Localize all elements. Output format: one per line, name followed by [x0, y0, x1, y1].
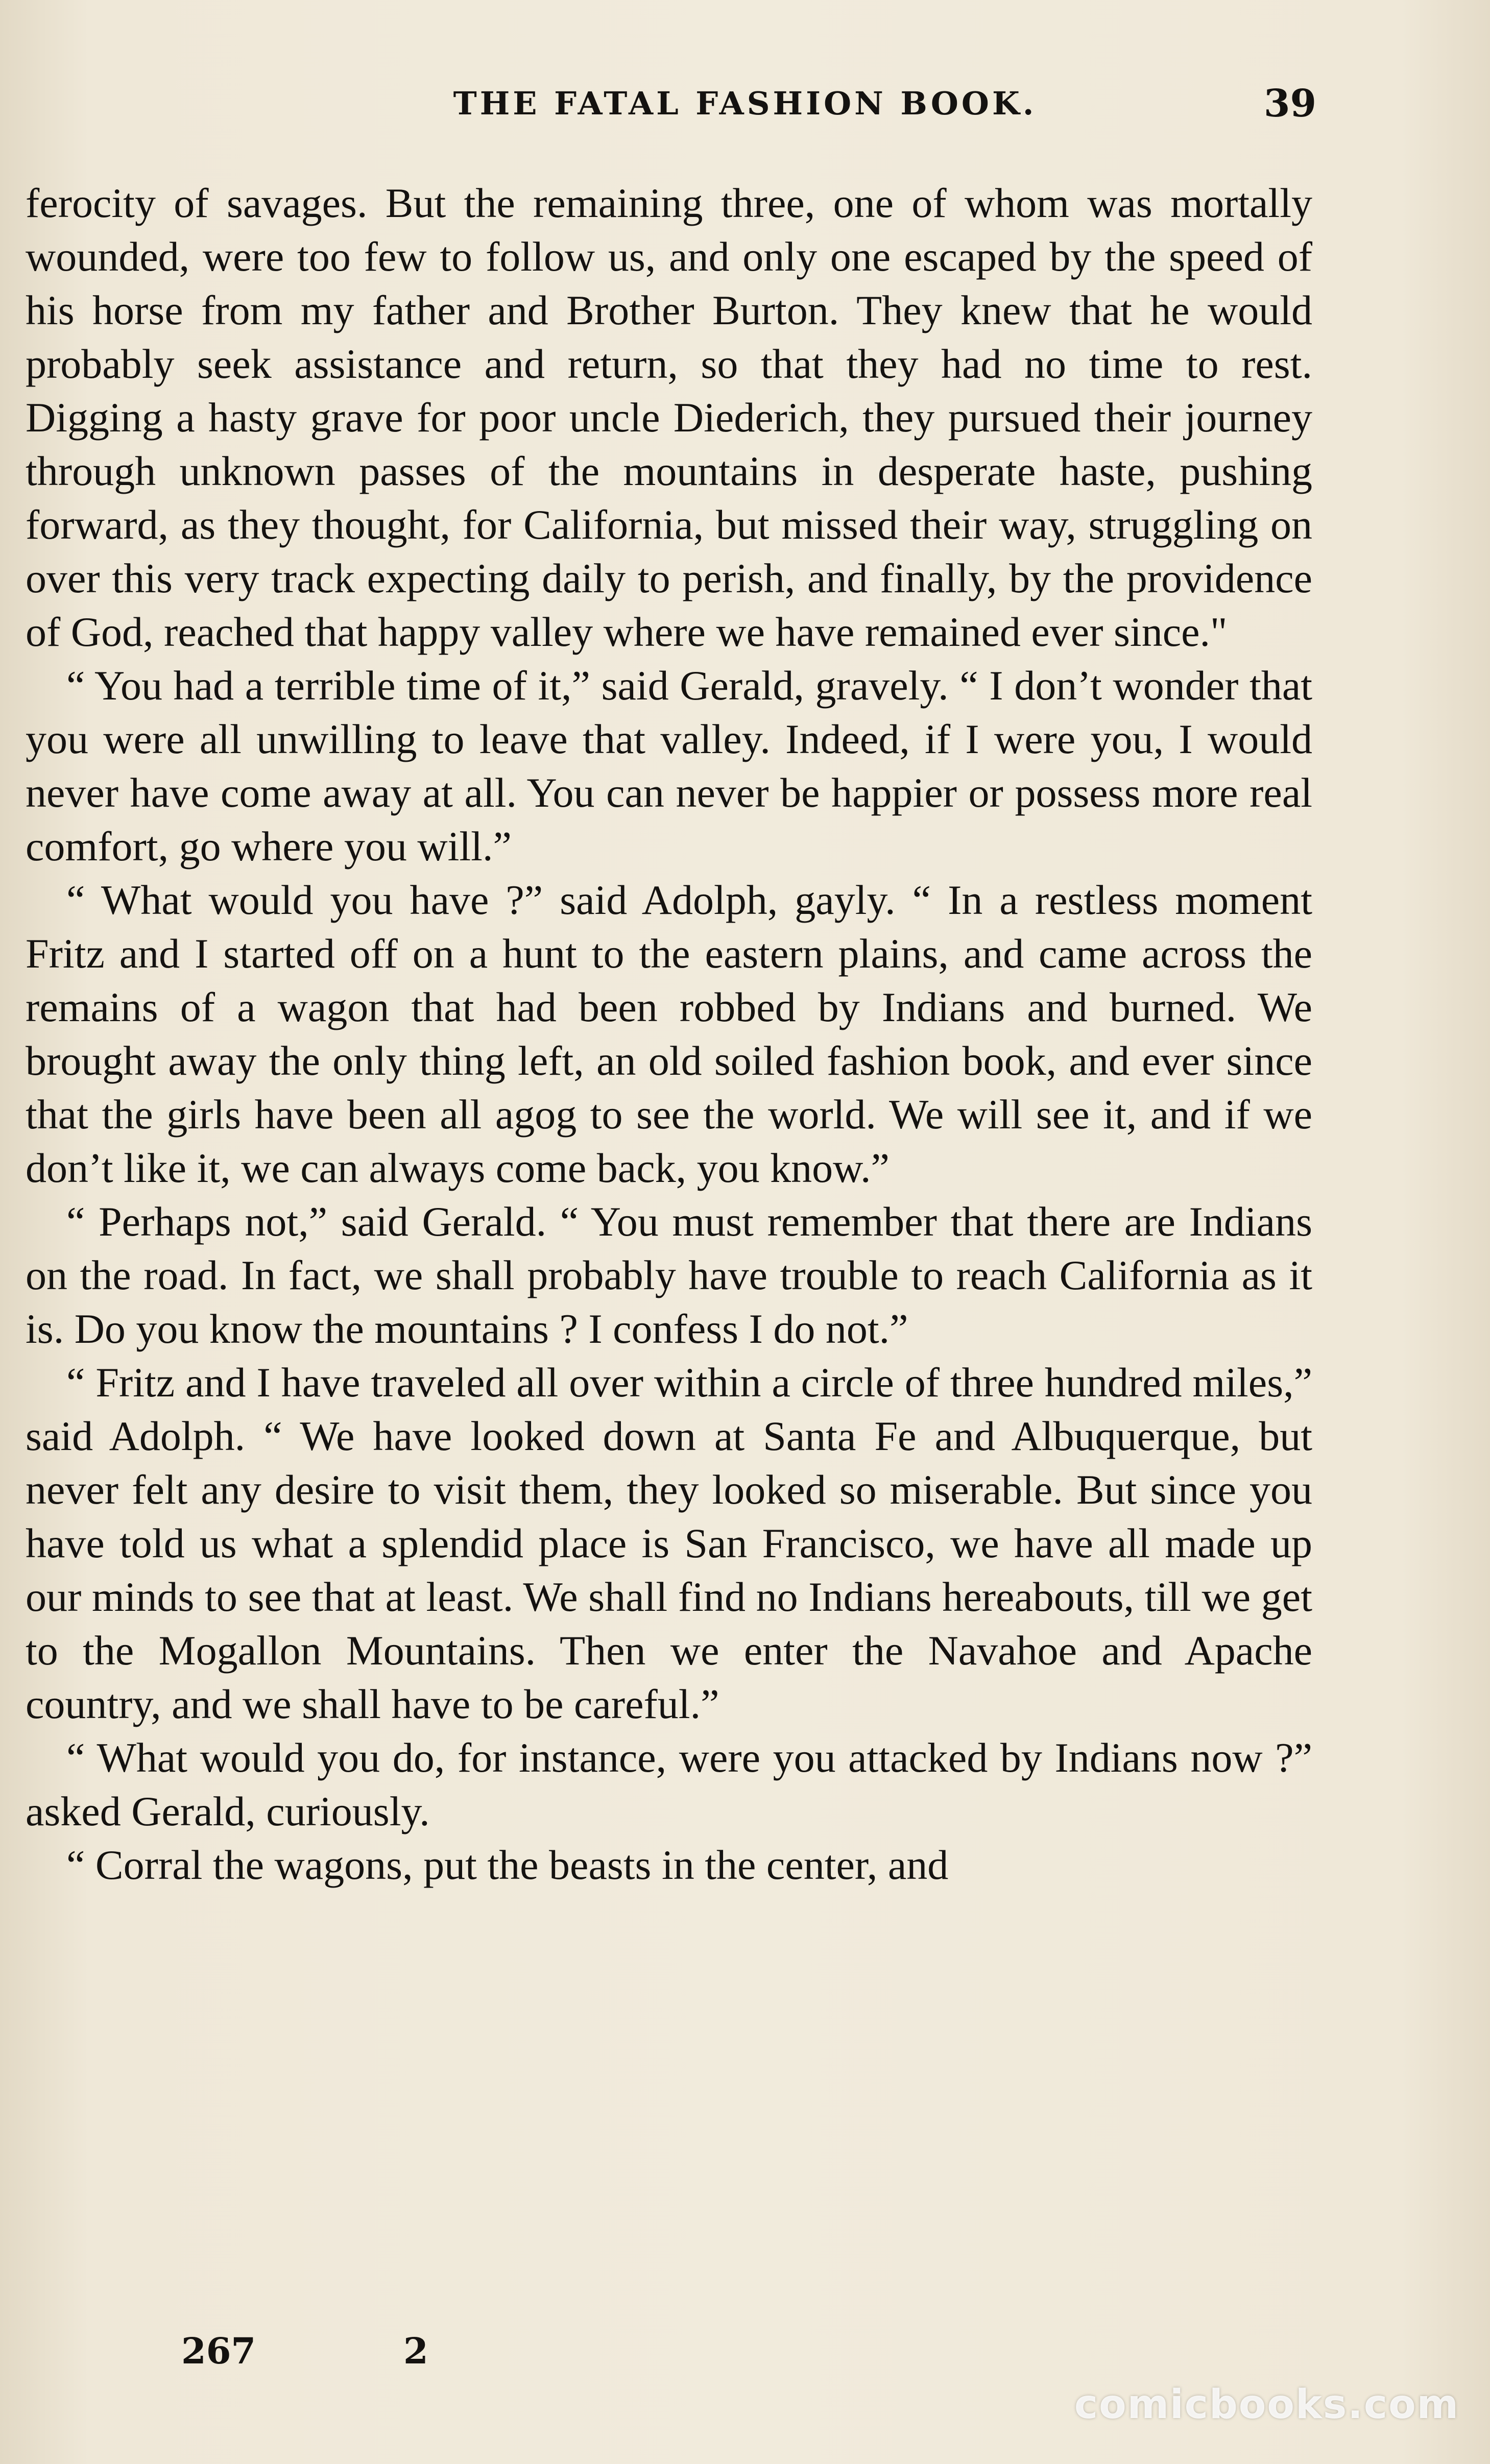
watermark: comicbooks.com — [1074, 2382, 1459, 2428]
paragraph: “ Corral the wagons, put the beasts in the center, and — [66, 1842, 949, 1888]
paragraph: “ What would you have ?” said Adolph, gayly. “ In a restless moment Fritz and I started off on a hunt to the eastern plains, and came across the remains of a wagon that had been robbed by Indians and burned. We brought away the only thing left, an old soiled fashion book, and ever since that the girls have been all agog to see the world. We will see it, and if we don’t like it, we can always come back, you know.” — [26, 877, 1312, 1191]
paragraph: “ You had a terrible time of it,” said Gerald, gravely. “ I don’t wonder that you were all unwilling to leave that valley. Indeed, if I were you, I would never have come away at all. You can never be happier or possess more real comfort, go where you will.” — [26, 662, 1312, 869]
page-number: 39 — [1264, 82, 1316, 126]
paragraph: “ What would you do, for instance, were you attacked by Indians now ?” asked Gerald, curiously. — [26, 1734, 1312, 1834]
page-header — [0, 76, 1490, 132]
paragraph: “ Perhaps not,” said Gerald. “ You must remember that there are Indians on the road. In fact, we shall probably have trouble to reach California as it is. Do you know the mountains ? I confess I do not.” — [26, 1198, 1312, 1352]
paragraph: “ Fritz and I have traveled all over within a circle of three hundred miles,” said Adolph. “ We have looked down at Santa Fe and Albuquerque, but never felt any desire to visit them, they looked so miserable. But since you have told us what a splendid place is San Francisco, we have all made up our minds to see that at least. We shall find no Indians hereabouts, till we get to the Mogallon Mountains. Then we enter the Navahoe and Apache country, and we shall have to be careful.” — [26, 1359, 1312, 1727]
signature-mark: 2 — [403, 2330, 428, 2372]
paragraph: ferocity of savages. But the remaining three, one of whom was mortally wounded, were too few to follow us, and only one escaped by the speed of his horse from my father and Brother Burton. They knew that he would probably seek assistance and return, so that they had no time to rest. Digging a hasty grave for poor uncle Diederich, they pursued their journey through unknown passes of the mountains in desperate haste, pushing forward, as they thought, for California, but missed their way, struggling on over this very track expecting daily to perish, and finally, by the providence of God, reached that happy valley where we have remained ever since." — [26, 180, 1312, 655]
running-title: THE FATAL FASHION BOOK. — [453, 85, 1037, 122]
signature-number: 267 — [181, 2330, 256, 2372]
page-footer — [181, 2326, 692, 2377]
body-text — [26, 176, 1312, 1892]
